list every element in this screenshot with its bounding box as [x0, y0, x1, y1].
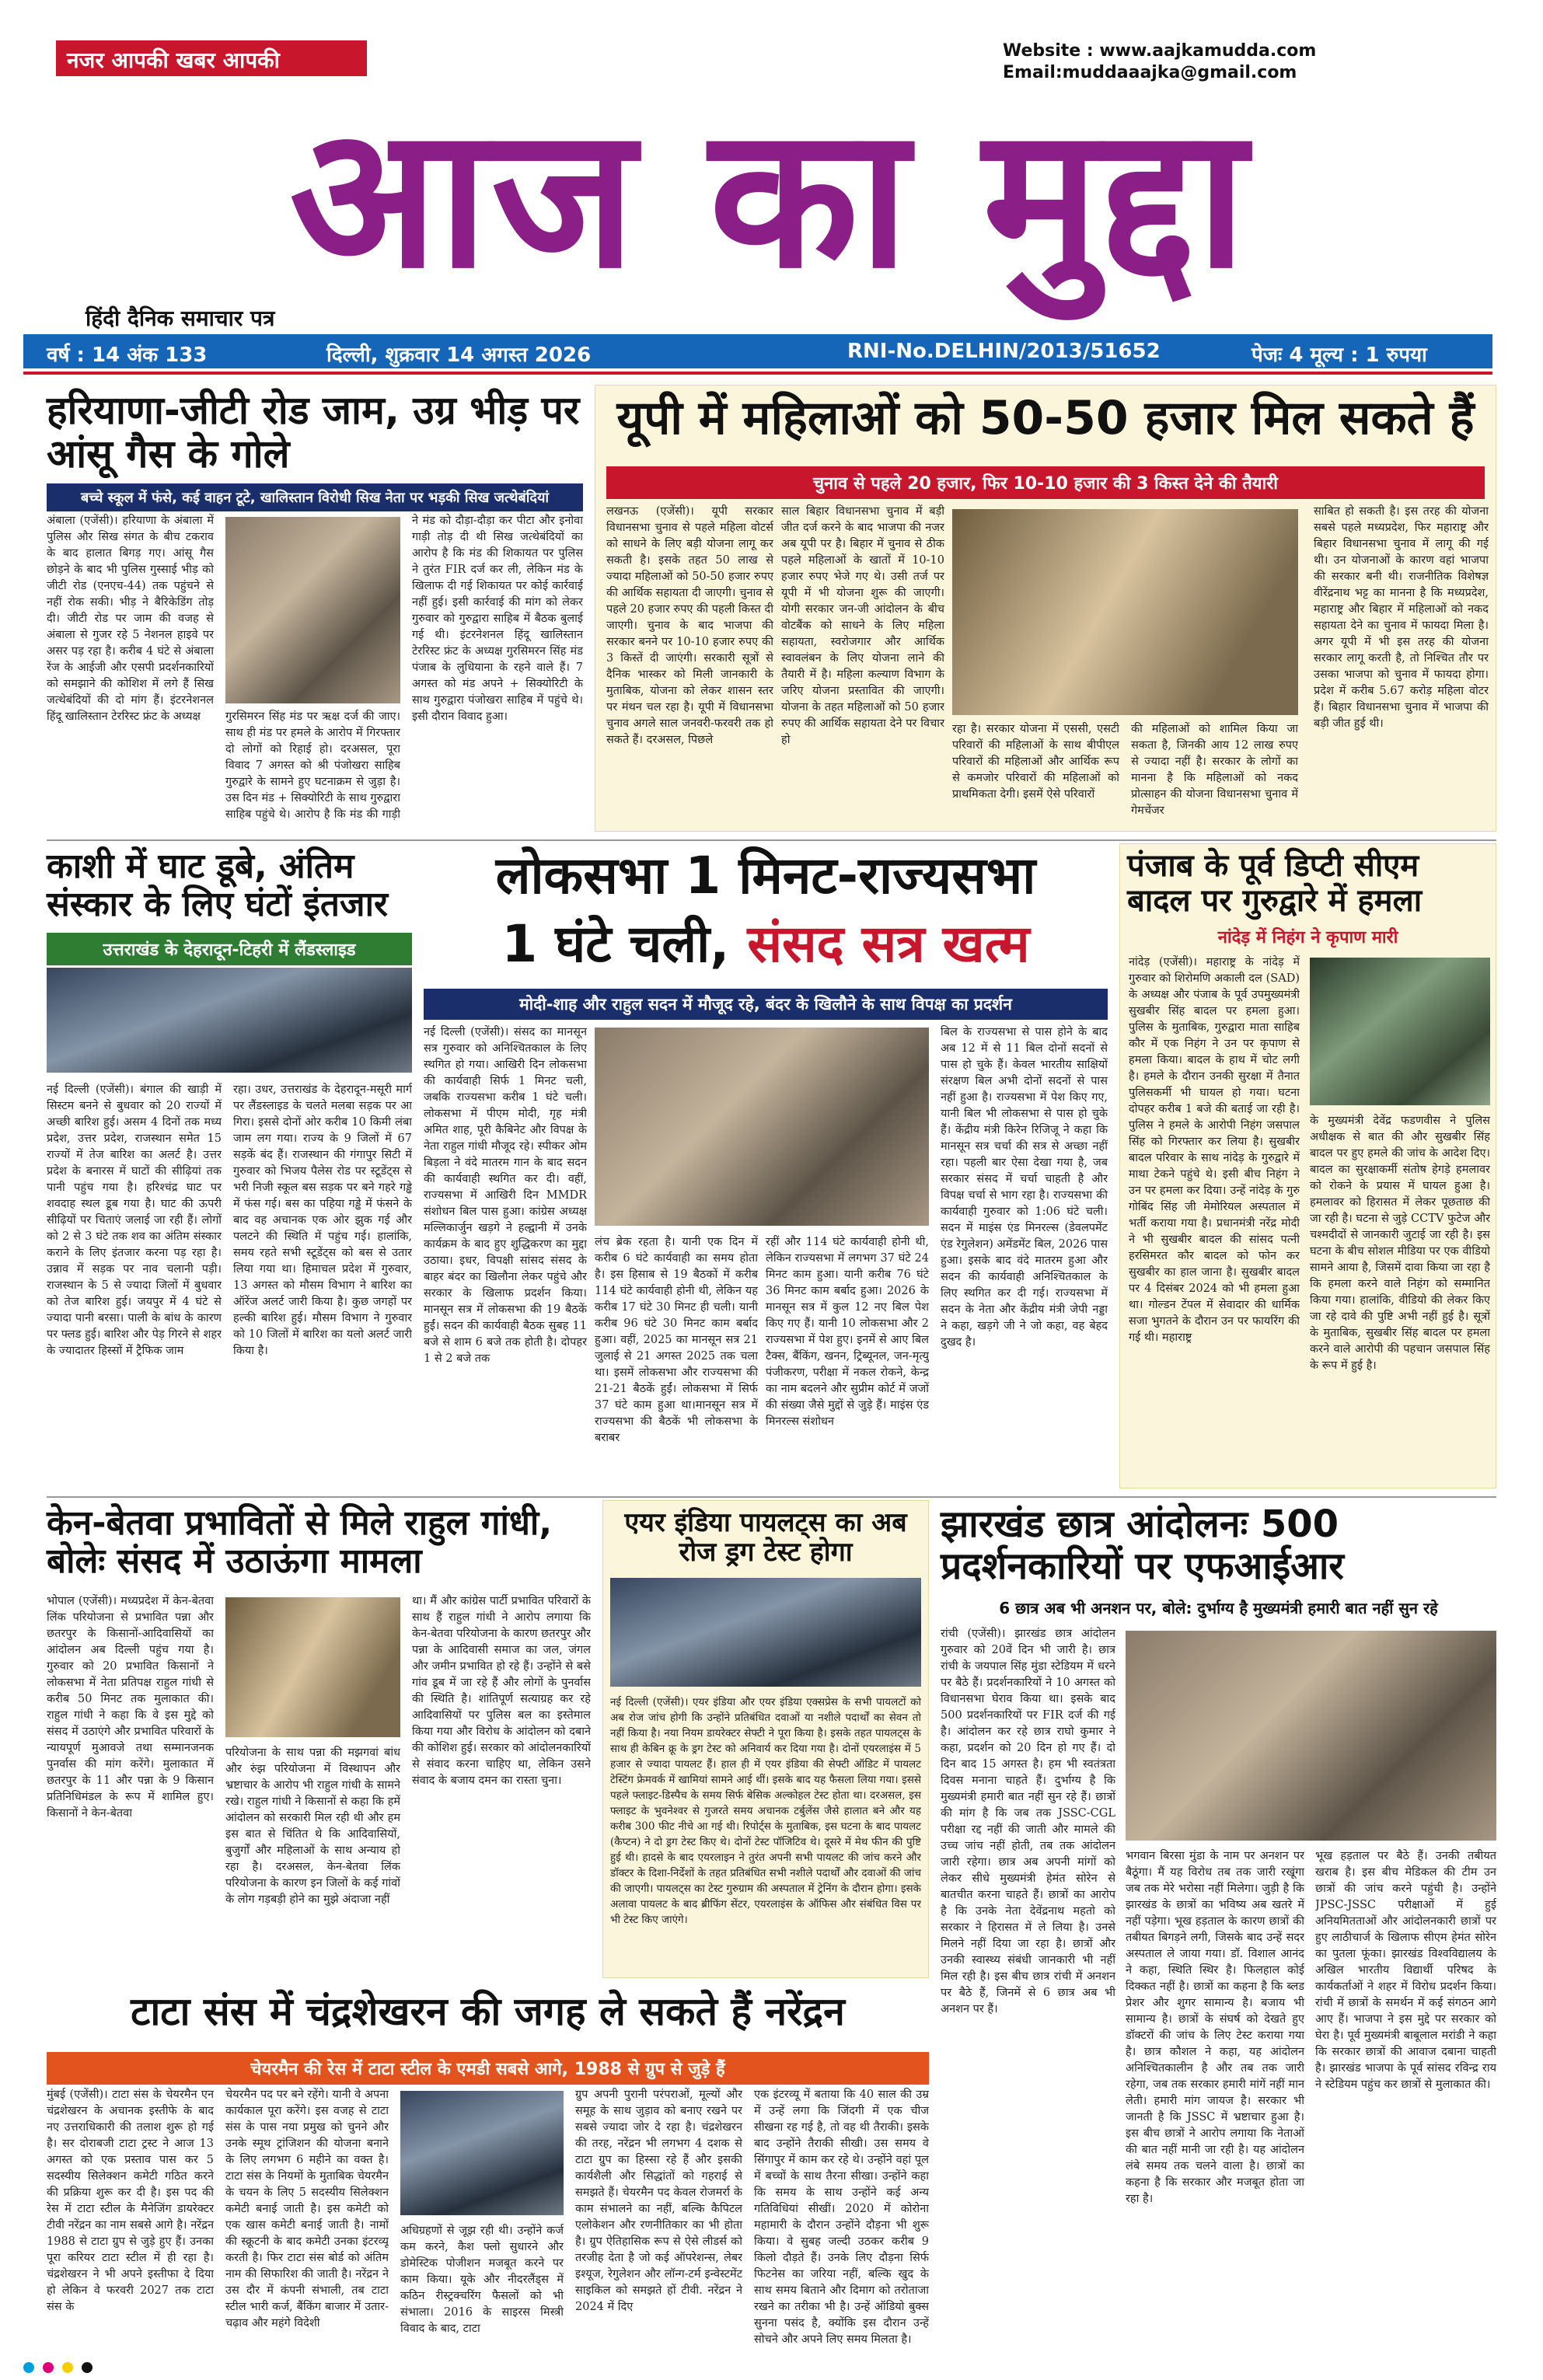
kashi-col1: नई दिल्ली (एजेंसी)। बंगाल की खाड़ी में सिस्टम बनने से बुधवार को 20 राज्यों में अच्छी बारिश हुई। असम 4 दिनों तक मध्य प्रदेश, उत्तर प्रदेश, राजस्थान समेत 15 राज्यों में तेज बारिश का अलर्ट है। उत्तर प्रदेश के बनारस में घाटों की सीढ़ियां तक पानी पहुंच गया है। हरिश्चंद्र घाट पर शवदाह स्थल डूब गया है। घाट की ऊपरी सीढ़ियों पर चिताएं जलाई जा रही हैं। लोगों को 2 से 3 घंटे तक शव का अंतिम संस्कार कराने के लिए इंतजार करना पड़ रहा है। उन्नाव में सड़क पर नाव चलानी पड़ी। राजस्थान के 5 से ज्यादा जिलों में बुधवार को तेज बारिश हुई। जयपुर में 4 घंटे से ज्यादा पानी बरसा। पाली के बांध के कारण पर फ्लड हुई। बारिश और पेड़ गिरने से शहर के ज्यादातर हिस्सों में ट्रैफिक जाम — [47, 1084, 222, 1357]
jharkhand-col1: रांची (एजेंसी)। झारखंड छात्र आंदोलन गुरुवार को 20वें दिन भी जारी है। छात्र रांची के जयपाल सिंह मुंडा स्टेडियम में धरने पर बैठे हैं। प्रदर्शनकारियों ने 10 अगस्त को विधानसभा घेराव किया था। इसके बाद 500 प्रदर्शनकारियों पर FIR दर्ज की गई है। आंदोलन कर रहे छात्र राघो कुमार ने कहा, प्रदर्शन को 20 दिन हो गए हैं। दो दिन बाद 15 अगस्त है। हम भी स्वतंत्रता दिवस मनाना चाहते हैं। दुर्भाग्य है कि मुख्यमंत्री हमारी बात नहीं सुन रहे हैं। छात्रों की मांग है कि जब तक JSSC-CGL परीक्षा रद्द नहीं की जाती और मामले की उच्च जांच नहीं होती, तब तक आंदोलन जारी रहेगा। छात्र अब अपनी मांगों को लेकर सीधे मुख्यमंत्री हेमंत सोरेन से बातचीत करना चाहते हैं। छात्रों का आरोप है कि उनके नेता देवेंद्रनाथ महतो को सरकार ने हिरासत में ले लिया है। उनसे मिलने नहीं दिया जा रहा है। छात्रों और उनकी स्वास्थ्य संबंधी जानकारी भी नहीं मिल रही है। इस बीच छात्र रांची में अनशन पर बैठे हैं, जिनमें से 6 छात्र अब भी अनशन पर हैं। — [941, 1628, 1115, 2015]
punjab-photo — [1310, 958, 1490, 1105]
punjab-subhead: नांदेड़ में निहंग ने कृपाण मारी — [1217, 928, 1398, 947]
yellow-mark — [62, 2362, 73, 2373]
cyan-mark — [23, 2362, 34, 2373]
tata-subhead: चेयरमैन की रेस में टाटा स्टील के एमडी सबसे आगे, 1988 से ग्रुप से जुड़े हैं — [47, 2052, 929, 2085]
rahul-col1: भोपाल (एजेंसी)। मध्यप्रदेश में केन-बेतवा लिंक परियोजना से प्रभावित पन्ना और छतरपुर के किसानों-आदिवासियों का आंदोलन अब दिल्ली पहुंच गया है। गुरुवार को 20 प्रभावित किसानों ने लोकसभा में नेता प्रतिपक्ष राहुल गांधी से करीब 50 मिनट तक मुलाकात की। राहुल गांधी ने कहा कि वे इस मुद्दे को संसद में उठाएंगे और प्रभावित परिवारों के न्यायपूर्ण मुआवजे तथा सम्मानजनक पुनर्वास की मांग करेंगे। मुलाकात में छतरपुर के 11 और पन्ना के 9 किसान प्रतिनिधिमंडल के रूप में शामिल हुए। किसानों ने केन-बेतवा — [47, 1595, 214, 1820]
up-col2: साल बिहार विधानसभा चुनाव में बड़ी जीत दर्ज करने के बाद भाजपा की नजर अब यूपी पर है। बिहार में चुनाव से ठीक पहले महिलाओं के खातों में 10-10 हजार रुपए भेजे गए थे। उसी तर्ज पर यूपी में भी योजना शुरू की जाएगी। योगी सरकार जन-जी आंदोलन के बीच वोटबैंक को साधने के लिए महिला सहायता, स्वरोजगार और आर्थिक स्वावलंबन के लिए योजना लाने की तैयारी में है। महिला कल्याण विभाग के जरिए योजना प्रस्तावित की जाएगी। योजना के तहत महिलाओं को 50 हजार रुपए की आर्थिक सहायता देने पर विचार हो — [781, 505, 944, 746]
tata-col5: एक इंटरव्यू में बताया कि 40 साल की उम्र में उन्हें लगा कि जिंदगी में एक चीज सीखना रह गई है, तो वह थी तैराकी। इसके बाद उन्होंने तैराकी सीखी। उस समय वे सिंगापुर में काम कर रहे थे। उन्होंने वहां पूल में बच्चों के साथ तैरना सीखा। उन्होंने कहा कि समय के साथ उन्होंने कई अन्य गतिविधियां सीखीं। 2020 में कोरोना महामारी के दौरान उन्होंने दौड़ना भी शुरू किया। वे सुबह जल्दी उठकर करीब 9 किलो दौड़ते हैं। उनके लिए दौड़ना सिर्फ फिटनेस का जरिया नहीं, बल्कि खुद के साथ समय बिताने और दिमाग को तरोताजा रखने का तरीका भी है। उन्हें ऑडियो बुक्स सुनना पसंद है, क्योंकि इस दौरान उन्हें सोचने और अपने लिए समय मिलता है। — [754, 2089, 929, 2346]
email-text[interactable]: Email:muddaaajka@gmail.com — [1003, 63, 1297, 82]
kashi-headline: काशी में घाट डूबे, अंतिम संस्कार के लिए घंटों इंतजार — [47, 846, 388, 925]
tata-photo — [400, 2091, 564, 2215]
edition-bar — [23, 334, 1492, 368]
masthead-subtitle: हिंदी दैनिक समाचार पत्र — [86, 305, 275, 331]
masthead-title: आज का मुद्दा — [289, 85, 1250, 311]
dateline: दिल्ली, शुक्रवार 14 अगस्त 2026 — [326, 344, 592, 367]
airindia-photo — [610, 1578, 921, 1687]
punjab-col1: नांदेड़ (एजेंसी)। महाराष्ट्र के नांदेड़ में गुरुवार को शिरोमणि अकाली दल (SAD) के अध्यक्ष और पंजाब के पूर्व उपमुख्यमंत्री सुखबीर सिंह बादल पर हमला हुआ। पुलिस के मुताबिक, गुरुद्वारा माता साहिब कौर में एक निहंग ने उन पर कृपाण से हमला किया। बादल के हाथ में चोट लगी है। हमले के दौरान उनकी सुरक्षा में तैनात पुलिसकर्मी भी घायल हो गया। घटना दोपहर करीब 1 बजे की बताई जा रही है। पुलिस ने हमले के आरोपी निहंग जसपाल सिंह को गिरफ्तार कर लिया है। सुखबीर बादल परिवार के साथ नांदेड़ के गुरुद्वारे में माथा टेकने पहुंचे थे। इसी बीच निहंग ने उन पर हमला कर दिया। उन्हें नांदेड़ के गुरु गोबिंद सिंह जी मेमोरियल अस्पताल में भर्ती कराया गया है। प्रधानमंत्री नरेंद्र मोदी ने भी सुखबीर बादल की सांसद पत्नी हरसिमरत कौर बादल को फोन कर सुखबीर का हाल जाना है। सुखबीर बादल पर 4 दिसंबर 2024 को भी हमला हुआ था। गोल्डन टेंपल में सेवादार की धार्मिक सजा भुगतने के दौरान उन पर फायरिंग की गई थी। महाराष्ट्र — [1129, 956, 1300, 1344]
haryana-headline: हरियाणा-जीटी रोड जाम, उग्र भीड़ पर आंसू गैस के गोले — [47, 388, 580, 476]
page-price: पेजः 4 मूल्य : 1 रुपया — [1252, 344, 1427, 367]
row-divider-2 — [47, 1496, 1496, 1498]
sansad-headline-1: लोकसभा 1 मिनट-राज्यसभा — [495, 846, 1036, 906]
sansad-col1: नई दिल्ली (एजेंसी)। संसद का मानसून सत्र गुरुवार को अनिश्चितकाल के लिए स्थगित हो गया। आखिरी दिन लोकसभा की कार्यवाही सिर्फ 1 मिनट चली, जबकि राज्यसभा करीब 1 घंटे चली। लोकसभा में पीएम मोदी, गृह मंत्री अमित शाह, पूरी कैबिनेट और विपक्ष के नेता राहुल गांधी मौजूद रहे। स्पीकर ओम बिड़ला ने वंदे मातरम गान के बाद सदन की कार्यवाही स्थगित कर दी। वहीं, राज्यसभा में आखिरी दिन MMDR संशोधन बिल पास हुआ। कांग्रेस अध्यक्ष मल्लिकार्जुन खड़गे ने हल्द्वानी में उनके कार्यक्रम के बाद हुए शुद्धिकरण का मुद्दा उठाया। इधर, विपक्षी सांसद संसद के बाहर बंदर का खिलौना लेकर पहुंचे और सरकार के खिलाफ प्रदर्शन किया। मानसून सत्र में लोकसभा की 19 बैठकें हुईं। सदन की कार्यवाही बैठक सुबह 11 बजे से शाम 6 बजे तक होती है। दोपहर 1 से 2 बजे तक — [424, 1026, 587, 1365]
up-photo — [952, 509, 1298, 715]
punjab-headline: पंजाब के पूर्व डिप्टी सीएम बादल पर गुरुद्वारे में हमला — [1127, 848, 1423, 919]
sansad-col3: रहीं और 114 घंटे कार्यवाही होनी थी, लेकिन राज्यसभा में लगभग 37 घंटे 24 मिनट काम हुआ। यानी करीब 76 घंटे 36 मिनट काम बर्बाद हुआ। 2026 के मानसून सत्र में कुल 12 नए बिल पेश किए गए हैं। यानी 10 लोकसभा और 2 राज्यसभा में पेश हुए। इनमें से आए बिल टैक्स, बैंकिंग, खनन, ट्रिब्यूनल, जन-मृत्यु पंजीकरण, परीक्षा में नकल रोकने, केन्द्र का नाम बदलने और सुप्रीम कोर्ट में जजों की संख्या जैसे मुद्दों से जुड़े हैं। माइंस एंड मिनरल्स संशोधन — [766, 1236, 929, 1428]
up-col3: रहा है। सरकार योजना में एससी, एसटी परिवारों की महिलाओं के साथ बीपीएल परिवारों की महिलाओं और आर्थिक रूप से कमजोर परिवारों की महिलाओं को प्राथमिकता देगी। इसमें ऐसे परिवारों — [952, 723, 1119, 801]
jharkhand-photo — [1126, 1631, 1496, 1841]
punjab-col2: के मुख्यमंत्री देवेंद्र फडणवीस ने पुलिस अधीक्षक से बात की और सुखबीर सिंह बादल पर हुए हमले की जांच के आदेश दिए। बादल का सुरक्षाकर्मी संतोष हेगड़े हमलावर को रोकने के प्रयास में घायल हुआ है। हमलावर को हिरासत में लेकर पूछताछ की जा रही है। घटना से जुड़े CCTV फुटेज और चश्मदीदों से जानकारी जुटाई जा रही है। इस घटना के बीच सोशल मीडिया पर एक वीडियो सामने आया है, जिसमें दावा किया जा रहा है कि हमला करने वाले निहंग को सम्मानित किया गया। हालांकि, वीडियो की लेकर किए जा रहे दावे की पुष्टि अभी नहीं हुई है। सूत्रों के मुताबिक, सुखबीर सिंह बादल पर हमला करने वाले आरोपी की पहचान जसपाल सिंह के रूप में हुई है। — [1310, 1115, 1490, 1372]
row-divider — [47, 839, 1496, 841]
tata-col1: मुंबई (एजेंसी)। टाटा संस के चेयरमैन एन चंद्रशेखरन के अचानक इस्तीफे के बाद नए उत्तराधिकारी की तलाश शुरू हो गई है। सर दोराबजी टाटा ट्रस्ट ने आज 13 अगस्त को एक प्रस्ताव पास कर 5 सदस्यीय सिलेक्शन कमेटी गठित करने की प्रक्रिया शुरू कर दी है। इस पद की रेस में टाटा स्टील के मैनेजिंग डायरेक्टर टीवी नरेंद्रन का नाम सबसे आगे है। नरेंद्रन 1988 से टाटा ग्रुप से जुड़े हुए हैं। उनका पूरा करियर टाटा स्टील में ही रहा है। चंद्रशेखरन ने भी अपने इस्तीफा दे दिया हो लेकिन वे फरवरी 2027 तक टाटा संस के — [47, 2089, 214, 2313]
airindia-headline: एयर इंडिया पायलट्स का अब रोज ड्रग टेस्ट होगा — [624, 1507, 907, 1569]
haryana-photo — [225, 517, 400, 703]
sansad-subhead: मोदी-शाह और राहुल सदन में मौजूद रहे, बंदर के खिलौने के साथ विपक्ष का प्रदर्शन — [424, 989, 1108, 1020]
jharkhand-headline: झारखंड छात्र आंदोलनः 500 प्रदर्शनकारियों पर एफआईआर — [941, 1502, 1344, 1588]
jharkhand-subhead: 6 छात्र अब भी अनशन पर, बोले: दुर्भाग्य है मुख्यमंत्री हमारी बात नहीं सुन रहे — [999, 1599, 1438, 1617]
sansad-col2: लंच ब्रेक रहता है। यानी एक दिन में करीब 6 घंटे कार्यवाही का समय होता है। इस हिसाब से 19 बैठकों में करीब 114 घंटे कार्यवाही होनी थी, लेकिन यह करीब 17 घंटे 30 मिनट ही चली। यानी करीब 96 घंटे 30 मिनट काम बर्बाद हुआ। वहीं, 2025 का मानसून सत्र 21 जुलाई से 21 अगस्त 2025 तक चला था। इसमें लोकसभा और राज्यसभा की 21-21 बैठकें हुईं। लोकसभा में सिर्फ 37 घंटे काम हुआ था।मानसून सत्र में राज्यसभा की बैठकें भी लोकसभा के बराबर — [595, 1236, 758, 1444]
tata-col4: ग्रुप अपनी पुरानी परंपराओं, मूल्यों और समूह के साथ जुड़ाव को बनाए रखने पर सबसे ज्यादा जोर दे रहा है। चंद्रशेखरन की तरह, नरेंद्रन भी लगभग 4 दशक से टाटा ग्रुप का हिस्सा रहे हैं और इसकी कार्यशैली और सिद्धांतों को गहराई से समझते हैं। चेयरमैन पद केवल रोजमर्रा के काम संभालने का नहीं, बल्कि कैपिटल एलोकेशन और रणनीतिकार का भी होता है। ग्रुप ऐतिहासिक रूप से ऐसे लीडर्स को तरजीह देता है जो कई ऑपरेशन्स, लेबर इश्यूज, रेगुलेशन और लॉन्ग-टर्म इन्वेस्टमेंट साइकिल को समझते हों टीवी. नरेंद्रन ने 2024 में दिए — [575, 2089, 742, 2313]
haryana-subhead: बच्चे स्कूल में फंसे, कई वाहन टूटे, खालिस्तान विरोधी सिख नेता पर भड़की सिख जत्थेबंदियां — [47, 483, 583, 511]
up-col4: की महिलाओं को शामिल किया जा सकता है, जिनकी आय 12 लाख रुपए से ज्यादा नहीं है। सरकार के लोगों का मानना है कि महिलाओं को नकद प्रोत्साहन की योजना विधानसभा चुनाव में गेमचेंजर — [1131, 723, 1298, 817]
sansad-photo — [595, 1028, 929, 1226]
kashi-photo — [47, 968, 412, 1073]
tagline: नजर आपकी खबर आपकी — [56, 40, 367, 76]
header-divider — [23, 372, 1492, 375]
rahul-photo — [225, 1597, 400, 1737]
kashi-subhead: उत्तराखंड के देहरादून-टिहरी में लैंडस्लाइड — [47, 933, 412, 965]
haryana-col1: अंबाला (एजेंसी)। हरियाणा के अंबाला में पुलिस और सिख संगत के बीच टकराव के बाद हालात बिगड़ गए। आंसू गैस छोड़ने के बाद भी पुलिस गुस्साई भीड़ को जीटी रोड (एनएच-44) तक पहुंचने से नहीं रोक सकी। भीड़ ने बैरिकेडिंग तोड़ दी। जीटी रोड पर जाम की वजह से अंबाला से गुजर रहे 5 नेशनल हाइवे पर असर पड़ रहा है। करीब 4 घंटे से अंबाला रेंज के आईजी और एसपी प्रदर्शनकारियों को समझाने की कोशिश में लगे हैं सिख जत्थेबंदियों की दो मांग हैं। इंटरनेशनल हिंदू खालिस्तान टेररिस्ट फ्रंट के अध्यक्ष — [47, 515, 214, 723]
up-col1: लखनऊ (एजेंसी)। यूपी सरकार विधानसभा चुनाव से पहले महिला वोटर्स को साधने के लिए बड़ी योजना लागू कर सकती है। इसके तहत 50 लाख से ज्यादा महिलाओं को 50-50 हजार रुपए की आर्थिक सहायता दी जाएगी। चुनाव से पहले 20 हजार रुपए की पहली किस्त दी जाएगी। चुनाव के बाद भाजपा की सरकार बनने पर 10-10 हजार रुपए की 3 किस्तें दी जाएंगी। सरकारी सूत्रों से दैनिक भास्कर को मिली जानकारी के मुताबिक, योजना को लेकर शासन स्तर पर मंथन चल रहा है। यूपी में विधानसभा चुनाव अगले साल जनवरी-फरवरी तक हो सकते हैं। दरअसल, पिछले — [606, 505, 773, 746]
sansad-headline-black: 1 घंटे चली, — [501, 914, 730, 974]
edition-number: वर्ष : 14 अंक 133 — [47, 344, 208, 367]
tata-headline: टाटा संस में चंद्रशेखरन की जगह ले सकते हैं नरेंद्रन — [131, 1989, 845, 2034]
tata-col2: चेयरमैन पद पर बने रहेंगे। यानी वे अपना कार्यकाल पूरा करेंगे। इस वजह से टाटा संस के पास नया प्रमुख को चुनने और उनके स्मूथ ट्रांजिशन की योजना बनाने के लिए लगभग 6 महीने का वक्त है। टाटा संस के नियमों के मुताबिक चेयरमैन के चयन के लिए 5 सदस्यीय सिलेक्शन कमेटी बनाई जाती है। इस कमेटी को एक खास कमेटी बनाई जाती है। नामों की स्क्रूटनी के बाद कमेटी उनका इंटरव्यू करती है। फिर टाटा संस बोर्ड को अंतिम नाम की सिफारिश की जाती है। नरेंद्रन ने उस दौर में कंपनी संभाली, तब टाटा स्टील भारी कर्ज, बैंकिंग बाजार में उतार-चढ़ाव और महंगे विदेशी — [225, 2089, 389, 2329]
sansad-headline-red: संसद सत्र खत्म — [747, 914, 1030, 974]
tata-col3: अधिग्रहणों से जूझ रही थी। उन्होंने कर्ज कम करने, कैश फ्लो सुधारने और डोमेस्टिक पोजीशन मजबूत करने पर काम किया। यूके और नीदरलैंड्स में कठिन रीस्ट्रक्चरिंग फैसलों को भी संभाला। 2016 के साइरस मिस्त्री विवाद के बाद, टाटा — [400, 2225, 564, 2335]
jharkhand-col2: भगवान बिरसा मुंडा के नाम पर अनशन पर बैठूंगा। मैं यह विरोध तब तक जारी रखूंगा जब तक मेरे भरोसा नहीं मिलेगा। जुड़ी है कि झारखंड के छात्रों का भविष्य अब खतरे में नहीं पड़ेगा। भूख हड़ताल के कारण छात्रों की तबीयत बिगड़ने लगी, जिसके बाद उन्हें सदर अस्पताल ले जाया गया। डॉ. विशाल आनंद ने कहा, स्थिति स्थिर है। फिलहाल कोई दिक्कत नहीं है। छात्रों का कहना है कि ब्लड प्रेशर और शुगर सामान्य है। बजाय भी सामान्य है। छात्रों के संघर्ष को देखते हुए डॉक्टरों की जांच के लिए टेस्ट कराया गया है। छात्र कौशल ने कहा, यह आंदोलन अनिश्चितकालीन है और तब तक जारी रहेगा, जब तक सरकार हमारी मांगें नहीं मान लेती। हमारी मांग जायज है। सरकार भी जानती है कि JSSC में भ्रष्टाचार हुआ है। इस बीच छात्रों ने आरोप लगाया कि नेताओं की बात नहीं मानी जा रही है। यह आंदोलन लंबे समय तक चलने वाला है। छात्रों का कहना है कि सरकार और मजबूत होता जा रहा है। — [1126, 1850, 1304, 2205]
sansad-col4: बिल के राज्यसभा से पास होने के बाद अब 12 में से 11 बिल दोनों सदनों से पास हो चुके हैं। केवल भारतीय साक्षियों संरक्षण बिल अभी दोनों सदनों से पास नहीं हुआ है। राज्यसभा में पेश किए गए, यानी बिल भी लोकसभा से पास हो चुके हैं। केंद्रीय मंत्री किरेन रिजिजू ने कहा कि मानसून सत्र चर्चा की सत्र से अच्छा नहीं रहा। पहली बार ऐसा देखा गया है, जब सरकार संसद में चर्चा चाहती है और विपक्ष चर्चा से भाग रहा है। राज्यसभा की कार्यवाही गुरुवार को 1:06 घंटे चली। सदन में माइंस एंड मिनरल्स (डेवलपमेंट एंड रेगुलेशन) अमेंडमेंट बिल, 2026 पास हुआ। इसके बाद वंदे मातरम हुआ और सदन की कार्यवाही अनिश्चितकाल के लिए स्थगित कर दी गई। राज्यसभा में सदन के नेता और केंद्रीय मंत्री जेपी नड्डा ने कहा, खड़गे जी ने जो कहा, वह बेहद दुखद है। — [941, 1026, 1108, 1349]
haryana-col2: गुरसिमरन सिंह मंड पर ऋक्ष दर्ज की जाए। साथ ही मंड पर हमले के आरोप में गिरफ्तार दो लोगों को रिहाई हो। दरअसल, पूरा विवाद 7 अगस्त को श्री पंजोखरा साहिब गुरुद्वारे के सामने हुए घटनाक्रम से जुड़ा है। उस दिन मंड + सिक्योरिटी के साथ गुरुद्वारा साहिब पहुंचे थे। आरोप है कि मंड की गाड़ी — [225, 710, 400, 821]
kashi-col2: रहा। उधर, उत्तराखंड के देहरादून-मसूरी मार्ग पर लैंडस्लाइड के चलते मलबा सड़क पर आ गिरा। इससे दोनों ओर करीब 10 किमी लंबा जाम लग गया। राज्य के 9 जिलों में 67 सड़कें बंद हैं। राजस्थान की गंगापुर सिटी में गुरुवार को भिजय पैलेस रोड पर स्टूडेंट्स से भरी निजी स्कूल बस सड़क पर बने गहरे गड्ढे में फंस गई। बस का पहिया गड्ढे में फंसने के बाद वह अचानक एक ओर झुक गई और पलटने की स्थिति में पहुंच गई। हालांकि, समय रहते सभी स्टूडेंट्स को बस से उतार लिया गया था। हिमाचल प्रदेश में गुरुवार, 13 अगस्त को मौसम विभाग ने बारिश का ऑरेंज अलर्ट जारी किया है। कुछ जगहों पर हल्की बारिश हुई। मौसम विभाग ने गुरुवार को 10 जिलों में बारिश का यलो अलर्ट जारी किया है। — [233, 1084, 412, 1357]
black-mark — [82, 2362, 93, 2373]
rni-number: RNI-No.DELHIN/2013/51652 — [847, 340, 1161, 363]
jharkhand-col3: भूख हड़ताल पर बैठे हैं। उनकी तबीयत खराब है। इस बीच मेडिकल की टीम उन छात्रों की जांच करने पहुंची है। उन्होंने JPSC-JSSC परीक्षाओं में हुई अनियमितताओं और आंदोलनकारी छात्रों पर हुए लाठीचार्ज के खिलाफ सीएम हेमंत सोरेन का पुतला फूंका। झारखंड विश्वविद्यालय के अखिल भारतीय विद्यार्थी परिषद के कार्यकर्ताओं ने शहर में विरोध प्रदर्शन किया। रांची में छात्रों के समर्थन में कई संगठन आगे आए हैं। भाजपा ने इस मुद्दे पर सरकार को घेरा है। पूर्व मुख्यमंत्री बाबूलाल मरांडी ने कहा कि सरकार छात्रों की आवाज दबाना चाहती है। झारखंड भाजपा के पूर्व सांसद रविन्द्र राय ने स्टेडियम पहुंच कर छात्रों से मुलाकात की। — [1315, 1850, 1496, 2091]
sansad-headline-2 — [424, 916, 1108, 973]
rahul-col2: परियोजना के साथ पन्ना की मझगवां बांध और रुंझ परियोजना में विस्थापन और भ्रष्टाचार के आरोप भी राहुल गांधी के सामने रखे। राहुल गांधी ने किसानों से कहा कि हमें आंदोलन को सरकारी मिल रही थी और हम इस बात से चिंतित थे कि आदिवासियों, बुजुर्गों और महिलाओं के साथ अन्याय हो रहा है। दरअसल, केन-बेतवा लिंक परियोजना के कारण इन जिलों के कई गांवों के लोग गड़बड़ी होने का मुझे अंदाजा नहीं — [225, 1747, 400, 1906]
website-text[interactable]: Website : www.aajkamudda.com — [1003, 41, 1317, 61]
registration-marks — [23, 2361, 1492, 2369]
magenta-mark — [43, 2362, 54, 2373]
contact-info — [1003, 40, 1438, 84]
rahul-col3: था। मैं और कांग्रेस पार्टी प्रभावित परिवारों के साथ हैं राहुल गांधी ने आरोप लगाया कि केन-बेतवा परियोजना के कारण छतरपुर और पन्ना के आदिवासी समाज का जल, जंगल और जमीन प्रभावित हो रहे हैं। उन्होंने से बसे गांव डूब में जा रहे हैं और लोगों के पुनर्वास की स्थिति है। शांतिपूर्ण सत्याग्रह कर रहे आदिवासियों पर पुलिस बल का इस्तेमाल किया गया और विरोध के आंदोलन को दबाने की कोशिश हुई। सरकार को आंदोलनकारियों से संवाद करना चाहिए था, लेकिन उसने संवाद के बजाय दमन का रास्ता चुना। — [412, 1595, 591, 1787]
up-subhead: चुनाव से पहले 20 हजार, फिर 10-10 हजार की 3 किस्त देने की तैयारी — [606, 466, 1485, 499]
up-col5: साबित हो सकती है। इस तरह की योजना सबसे पहले मध्यप्रदेश, फिर महाराष्ट्र और बिहार विधानसभा चुनाव में लागू की गई थी। उन योजनाओं के कारण वहां भाजपा की सरकार बनी थी। राजनीतिक विशेषज्ञ वीरेंद्रनाथ भट्ट का मानना है कि मध्यप्रदेश, महाराष्ट्र और बिहार में महिलाओं को नकद सहायता देने का चुनाव में फायदा मिला है। अगर यूपी में भी इस तरह की योजना सरकार लागू करती है, तो निश्चित तौर पर उसका भाजपा को चुनाव में फायदा होगा। प्रदेश में करीब 5.67 करोड़ महिला वोटर हैं। बिहार विधानसभा चुनाव में भाजपा की बड़ी जीत हुई थी। — [1314, 505, 1489, 730]
up-headline: यूपी में महिलाओं को 50-50 हजार मिल सकते हैं — [616, 391, 1475, 445]
rahul-headline: केन-बेतवा प्रभावितों से मिले राहुल गांधी, बोलेः संसद में उठाऊंगा मामला — [47, 1503, 553, 1582]
haryana-col3: ने मंड को दौड़ा-दौड़ा कर पीटा और इनोवा गाड़ी तोड़ दी थी सिख जत्थेबंदियों का आरोप है कि मंड की शिकायत पर पुलिस ने तुरंत FIR दर्ज कर ली, लेकिन मंड के खिलाफ दी गई शिकायत पर कोई कार्रवाई नहीं हुई। इसी कार्रवाई की मांग को लेकर गुरुवार को गुरुद्वारा साहिब में बैठक बुलाई गई थी। इंटरनेशनल हिंदू खालिस्तान टेररिस्ट फ्रंट के अध्यक्ष गुरसिमरन सिंह मंड पंजाब के लुधियाना के रहने वाले हैं। 7 अगस्त को मंड अपने + सिक्योरिटी के साथ गुरुद्वारा पंजोखरा साहिब में पहुंचे थे। इसी दौरान विवाद हुआ। — [412, 515, 583, 723]
airindia-body: नई दिल्ली (एजेंसी)। एयर इंडिया और एयर इंडिया एक्सप्रेस के सभी पायलटों को अब रोज जांच होगी कि उन्होंने प्रतिबंधित दवाओं या नशीले पदार्थों का सेवन तो नहीं किया है। नया नियम डायरेक्टर सेफ्टी ने पूरा किया है। इसके तहत पायलट्स के साथ ही केबिन क्रू के ड्रग टेस्ट को अनिवार्य कर दिया गया है। दोनों एयरलाइंस में 5 हजार से ज्यादा पायलट हैं। हाल ही में एयर इंडिया की सेफ्टी ऑडिट में पायलट टेस्टिंग फ्रेमवर्क में खामियां सामने आई थीं। इसके बाद यह फैसला लिया गया। इससे पहले फ्लाइट-डिस्पैच के समय सिर्फ बेसिक अल्कोहल टेस्ट होता था। दरअसल, इस फ्लाइट के भुवनेश्वर से गुजरते समय अचानक टर्बुलेंस जैसे हालात बने और यह करीब 300 फीट नीचे आ गई थी। रिपोर्ट्स के मुताबिक, इस घटना के बाद पायलट (कैप्टन) ने दो ड्रग टेस्ट किए थे। दोनों टेस्ट पॉजिटिव थे। दूसरे में मेथ फीन की पुष्टि हुई थी। हादसे के बाद एयरलाइन ने तुरंत अपनी सभी पायलट की जांच करने और डॉक्टर के दिशा-निर्देशों के तहत प्रतिबंधित सभी नशीले पदार्थों और दवाओं की जांच की जाएगी। पायलट्स का टेस्ट गुरुग्राम की अस्पताल में ट्रेनिंग के दौरान होगा। इसके अलावा पायलट के बाद ब्रीफिंग सेंटर, एयरलाइंस के ऑफिस और संबंधित विस पर भी टेस्ट किए जाएंगे। — [610, 1696, 921, 1926]
